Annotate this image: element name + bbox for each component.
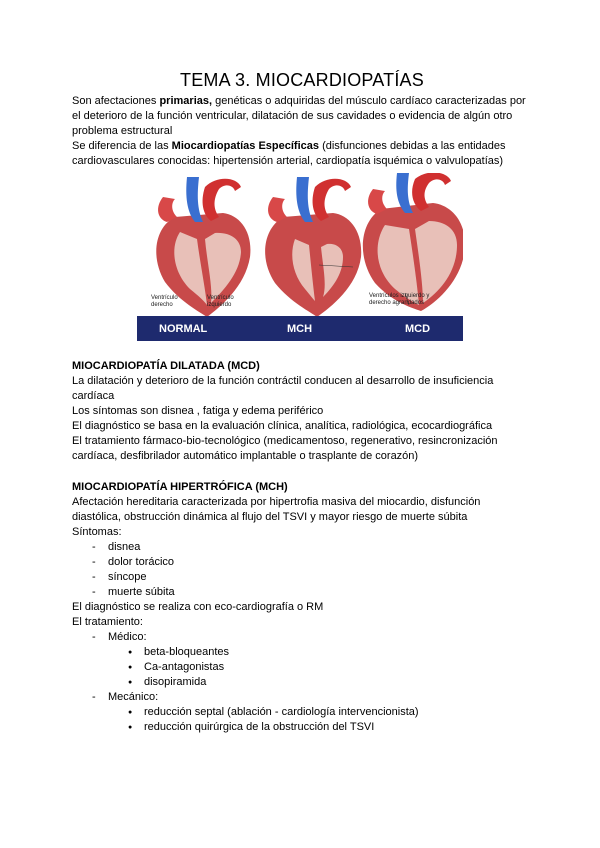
list-item: ● beta-bloqueantes — [128, 645, 532, 660]
hearts-figure — [137, 173, 463, 343]
symptoms-list — [72, 540, 532, 600]
caption-right-ventricle: Ventrículo derecho — [151, 295, 178, 308]
treatment-mechanical: - Mecánico: — [92, 690, 532, 705]
list-item: - muerte súbita — [92, 585, 532, 600]
figure-label-bar — [137, 316, 463, 341]
mcd-line-3: El diagnóstico se basa en la evaluación clínica, analítica, radiológica, ecocardiográfica — [72, 420, 493, 432]
list-item: - disnea — [92, 540, 532, 555]
treatment-list-2 — [72, 690, 532, 705]
list-item: ● disopiramida — [128, 675, 532, 690]
mcd-line-2: Los síntomas son disnea , fatiga y edema periférico — [72, 405, 324, 417]
heart-mch — [265, 177, 361, 317]
document-page — [72, 70, 532, 735]
mcd-line-1: La dilatación y deterioro de la función contráctil conducen al desarrollo de insuficiencia cardíaca — [72, 375, 494, 402]
mch-symptoms-label: Síntomas: — [72, 526, 122, 538]
heart-mcd — [363, 173, 463, 311]
list-item: ● Ca-antagonistas — [128, 660, 532, 675]
list-item: - dolor torácico — [92, 555, 532, 570]
intro-paragraph-2: Se diferencia de las Miocardiopatías Específicas (disfunciones debidas a las entidades cardiovasculares conocidas: hipertensión arterial, cardiopatía isquémica o valvulopatías) — [72, 140, 506, 167]
list-item: - síncope — [92, 570, 532, 585]
list-item: ● reducción septal (ablación - cardiología intervencionista) — [128, 705, 532, 720]
list-item: ● reducción quirúrgica de la obstrucción del TSVI — [128, 720, 532, 735]
medical-list — [72, 645, 532, 690]
mechanical-list — [72, 705, 532, 735]
label-mch: MCH — [287, 322, 313, 335]
label-normal: NORMAL — [159, 322, 208, 335]
caption-left-ventricle: Ventrículo izquierdo — [207, 295, 234, 308]
treatment-medical: - Médico: — [92, 630, 532, 645]
caption-enlarged-ventricles: Ventrículos izquierdo y derecho agrandados — [369, 293, 430, 306]
treatment-list — [72, 630, 532, 645]
mcd-heading: MIOCARDIOPATÍA DILATADA (MCD) — [72, 360, 260, 372]
mch-treatment-label: El tratamiento: — [72, 616, 143, 628]
label-mcd: MCD — [405, 322, 431, 335]
mch-description: Afectación hereditaria caracterizada por hipertrofia masiva del miocardio, disfunción diastólica, obstrucción dinámica al flujo del TSVI y mayor riesgo de muerte súbita — [72, 496, 481, 523]
page-title: TEMA 3. MIOCARDIOPATÍAS — [180, 70, 424, 90]
mcd-line-4: El tratamiento fármaco-bio-tecnológico (medicamentoso, regenerativo, resincronización cardíaca, desfibrilador automático implantable o trasplante de corazón) — [72, 435, 498, 462]
intro-paragraph-1: Son afectaciones primarias, genéticas o adquiridas del músculo cardíaco caracterizadas por el deterioro de la función ventricular, dilatación de sus cavidades o evidencia de algún otro problema estructural — [72, 95, 526, 137]
mch-heading: MIOCARDIOPATÍA HIPERTRÓFICA (MCH) — [72, 481, 288, 493]
mch-diagnosis: El diagnóstico se realiza con eco-cardiografía o RM — [72, 601, 324, 613]
